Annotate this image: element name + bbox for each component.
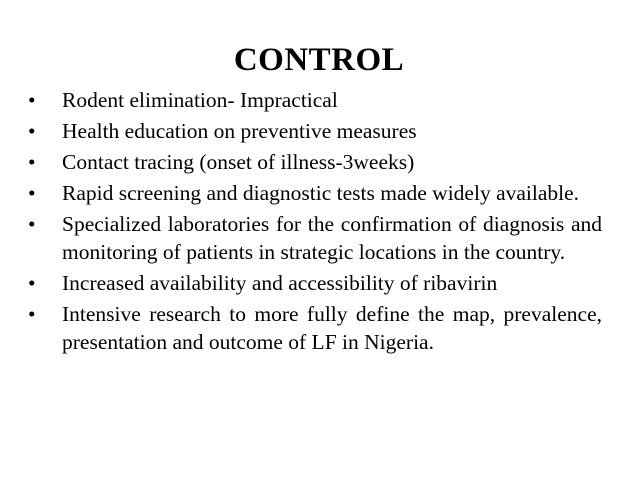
bullet-icon: • (28, 212, 36, 236)
bullet-item-rapid-screening (26, 179, 602, 207)
bullet-icon: • (28, 88, 36, 112)
bullet-text: Intensive research to more fully define the map, prevalence, presentation and outcome of LF in Nigeria. (62, 302, 602, 354)
bullet-icon: • (28, 119, 36, 143)
bullet-icon: • (28, 271, 36, 295)
bullet-item-contact-tracing (26, 148, 602, 176)
bullet-item-specialized-laboratories (26, 210, 602, 266)
bullet-icon: • (28, 302, 36, 326)
bullet-text: Health education on preventive measures (62, 119, 417, 143)
bullet-icon: • (28, 181, 36, 205)
slide-title: CONTROL (233, 42, 405, 78)
bullet-item-rodent-elimination (26, 86, 602, 114)
bullet-item-ribavirin (26, 269, 602, 297)
bullet-text: Increased availability and accessibility of ribavirin (62, 271, 498, 295)
bullet-list (26, 86, 602, 359)
bullet-text: Specialized laboratories for the confirmation of diagnosis and monitoring of patients in strategic locations in the country. (62, 212, 602, 264)
bullet-item-intensive-research (26, 300, 602, 356)
bullet-item-health-education (26, 117, 602, 145)
bullet-text: Contact tracing (onset of illness-3weeks) (62, 150, 415, 174)
bullet-icon: • (28, 150, 36, 174)
bullet-text: Rodent elimination- Impractical (62, 88, 338, 112)
bullet-text: Rapid screening and diagnostic tests made widely available. (62, 181, 580, 205)
